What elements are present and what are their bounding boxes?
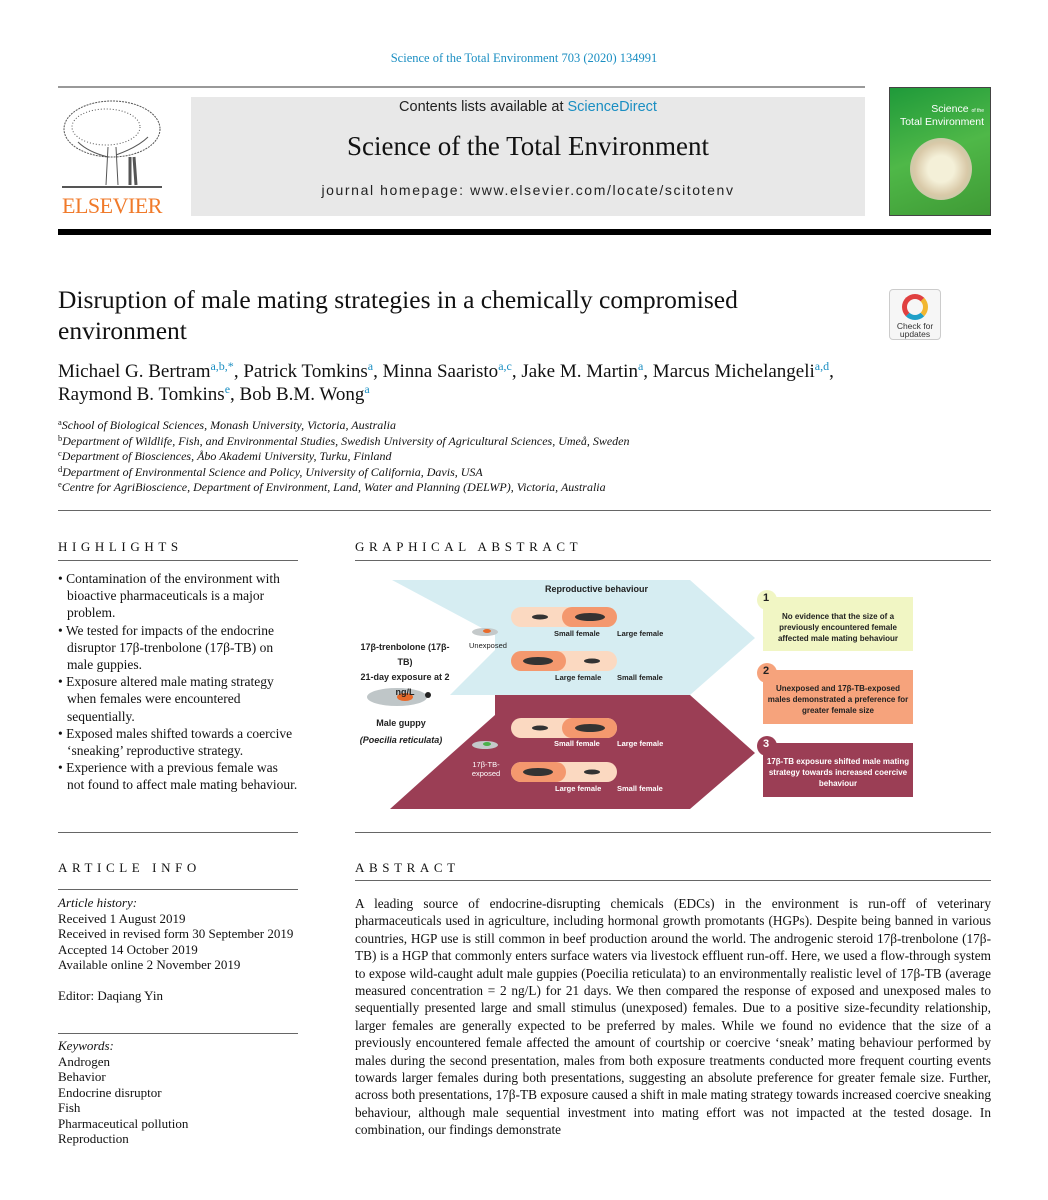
keywords-label: Keywords: [58, 1038, 114, 1053]
author-name[interactable]: Raymond B. Tomkins [58, 384, 225, 405]
article-history [58, 895, 298, 1003]
article-title: Disruption of male mating strategies in a chemically compromised environment [58, 285, 738, 345]
author[interactable] [243, 361, 373, 382]
finding-text: No evidence that the size of a previously encountered female affected male mating behaviour [777, 612, 899, 643]
keyword[interactable]: Pharmaceutical pollution [58, 1115, 189, 1131]
label-large-female: Large female [555, 673, 602, 682]
affiliation-text: Centre for AgriBioscience, Department of Environment, Land, Water and Planning (DELWP), Victoria, Australia [61, 480, 606, 494]
cover-title: Science [931, 103, 969, 115]
label-small-female: Small female [554, 629, 600, 638]
author-affiliation-marker[interactable]: a [637, 359, 644, 373]
keyword-list [58, 1054, 298, 1147]
label-large-female: Large female [617, 629, 664, 638]
author[interactable] [383, 361, 512, 382]
highlight-item: • We tested for impacts of the endocrine disruptor 17β-trenbolone (17β-TB) on male guppies. [58, 622, 298, 674]
header-bar [58, 229, 991, 235]
received-date: Received 1 August 2019 [58, 910, 186, 926]
author-name[interactable]: Bob B.M. Wong [239, 384, 365, 405]
affiliation-key: d [58, 463, 63, 474]
abstract-text: A leading source of endocrine-disrupting chemicals (EDCs) in the environment is run-off of veterinary pharmaceuticals used in agriculture, including hormonal growth promotants (HGPs). Despite being banned in various countries, HGP use is still common in beef production around the world. The androgenic steroid 17β-trenbolone (17β-TB) is a HGP that commonly enters surface waters via livestock effluent run-off. Here, we used a flow-through system to expose wild-caught adult male guppies (Poecilia reticulata) to an environmentally realistic level of 17β-TB (average measured concentration = 2 ng/L) for 21 days. We then compared the response of exposed and unexposed males to sequentially presented large and small stimulus (unexposed) females. Due to a positive size-fecundity relationship, larger females are generally expected to be preferred by males. While we found no evidence that the size of a previously encountered female affected the amount of courtship or coercive ‘sneak’ mating behaviour performed by males during the second presentation, males from both exposure treatments conducted more frequent courting events towards larger females during both presentations, suggesting an absolute preference for greater female size. Further, across both presentations, 17β-TB exposure caused a shift in male mating strategy towards increased coercive sneaking behaviour, although male sequential investment into mating effort was not impacted at the tested dosage. In combination, our findings demonstrate [355, 896, 991, 1138]
affiliation [58, 449, 988, 465]
graphical-abstract-heading: GRAPHICAL ABSTRACT [355, 539, 583, 554]
editor: Editor: Daqiang Yin [58, 987, 163, 1003]
keyword[interactable]: Reproduction [58, 1131, 129, 1146]
label-small-female: Small female [554, 739, 600, 748]
author-affiliation-marker[interactable]: a [367, 359, 374, 373]
history-label: Article history: [58, 895, 138, 910]
online-date: Available online 2 November 2019 [58, 957, 241, 972]
keyword[interactable]: Endocrine disruptor [58, 1084, 162, 1100]
author-affiliation-marker[interactable]: a [364, 382, 370, 396]
species-name: Poecilia reticulata [362, 735, 440, 745]
author[interactable] [653, 361, 829, 382]
journal-cover[interactable] [889, 87, 991, 216]
graphical-abstract-figure [355, 575, 995, 809]
divider [355, 832, 991, 833]
species-label: (Poecilia reticulata) [359, 735, 443, 745]
journal-homepage-link[interactable]: journal homepage: www.elsevier.com/locate/scitotenv [321, 182, 735, 198]
affiliation-list [58, 418, 988, 496]
author-name[interactable]: Minna Saaristo [382, 361, 499, 382]
group-exposed: 17β-TB-exposed [471, 760, 501, 778]
accepted-date: Accepted 14 October 2019 [58, 941, 198, 957]
author-affiliation-marker[interactable]: e [224, 382, 231, 396]
author[interactable] [521, 361, 643, 382]
divider [58, 1033, 298, 1034]
abstract-heading: ABSTRACT [355, 860, 460, 875]
author[interactable] [58, 361, 234, 382]
finding-text: Unexposed and 17β-TB-exposed males demonstrated a preference for greater female size [767, 684, 909, 715]
label-large-female: Large female [555, 784, 602, 793]
article-info-heading: ARTICLE INFO [58, 860, 201, 875]
highlight-item: • Exposed males shifted towards a coercive ‘sneaking’ reproductive strategy. [58, 725, 298, 759]
finding-number: 2 [763, 665, 770, 677]
tree-icon [58, 97, 166, 189]
cover-flower-graphic [910, 138, 972, 200]
keyword[interactable]: Androgen [58, 1053, 110, 1069]
update-icon [902, 294, 928, 320]
keyword[interactable]: Behavior [58, 1069, 106, 1084]
elsevier-logo [58, 97, 166, 219]
publisher-name: ELSEVIER [62, 193, 162, 218]
highlight-item: • Exposure altered male mating strategy when females were encountered sequentially. [58, 673, 298, 725]
highlight-item: • Experience with a previous female was not found to affect male mating behaviour. [58, 759, 298, 793]
affiliation [58, 480, 988, 496]
check-for-updates-button[interactable] [889, 289, 941, 340]
author-list: Michael G. Bertram$^{a,b,*}$, Patrick Tomkins$^a$, Minna Saaristo$^{a,c}$, Jake M. Martin$^a$, Marcus Michelangeli$^{a,d}$, Raymond B. Tomkins$^e$, Bob B.M. Wong$^a$ [58, 359, 834, 405]
affiliation-key: b [58, 432, 63, 443]
author-name[interactable]: Patrick Tomkins [243, 361, 368, 382]
author-affiliation-marker[interactable]: a,d [814, 359, 830, 373]
header-rule [58, 86, 865, 88]
affiliation-text: Department of Wildlife, Fish, and Environmental Studies, Swedish University of Agricultural Sciences, Umeå, Sweden [62, 433, 630, 448]
cover-title-2: Total Environment [899, 116, 984, 128]
affiliation-text: Department of Biosciences, Åbo Akademi University, Turku, Finland [61, 449, 392, 463]
affiliation-text: School of Biological Sciences, Monash University, Victoria, Australia [61, 418, 396, 432]
label-large-female: Large female [617, 739, 664, 748]
divider [355, 560, 991, 561]
finding-text: 17β-TB exposure shifted male mating strategy towards increased coercive behaviour [766, 757, 910, 788]
keywords [58, 1038, 298, 1147]
treatment-line1: 17β-trenbolone (17β-TB) [360, 642, 450, 667]
author[interactable] [240, 384, 370, 405]
highlights-list [58, 570, 298, 794]
divider [58, 560, 298, 561]
author-affiliation-marker[interactable]: a,b,* [210, 359, 234, 373]
journal-reference-link[interactable]: Science of the Total Environment 703 (2020) 134991 [390, 51, 658, 65]
affiliation-key: e [58, 479, 62, 489]
divider [58, 510, 991, 511]
author-name[interactable]: Marcus Michelangeli [652, 361, 815, 382]
guppy-label: Male guppy [376, 718, 426, 728]
affiliation-text: Department of Environmental Science and Policy, University of California, Davis, USA [62, 464, 483, 479]
badge-line2: updates [899, 329, 931, 339]
group-unexposed: Unexposed [469, 641, 507, 650]
affiliation [58, 465, 988, 481]
label-small-female: Small female [617, 784, 663, 793]
cover-title-small: of the [971, 108, 984, 114]
affiliation [58, 434, 988, 450]
sciencedirect-link[interactable]: ScienceDirect [567, 99, 657, 115]
author[interactable] [58, 384, 230, 405]
journal-masthead [191, 97, 865, 216]
divider [58, 889, 298, 890]
badge-line1: Check for [896, 321, 934, 331]
journal-title: Science of the Total Environment [346, 131, 709, 161]
affiliation-key: a [58, 417, 62, 427]
revised-date: Received in revised form 30 September 2019 [58, 926, 294, 941]
highlights-heading: HIGHLIGHTS [58, 539, 183, 554]
divider [58, 832, 298, 833]
author-name[interactable]: Jake M. Martin [521, 361, 638, 382]
affiliation-key: c [58, 448, 62, 458]
author-name[interactable]: Michael G. Bertram [58, 361, 211, 382]
treatment-label [355, 640, 455, 700]
highlight-item: • Contamination of the environment with bioactive pharmaceuticals is a major problem. [58, 570, 298, 622]
divider [355, 880, 991, 881]
panel-title: Reproductive behaviour [545, 584, 649, 594]
keyword[interactable]: Fish [58, 1100, 81, 1115]
finding-number: 3 [763, 738, 770, 750]
author-affiliation-marker[interactable]: a,c [498, 359, 512, 373]
affiliation [58, 418, 988, 434]
label-small-female: Small female [617, 673, 663, 682]
contents-text: Contents lists available at [399, 99, 568, 115]
finding-number: 1 [763, 592, 770, 604]
treatment-line2: 21-day exposure at 2 ng/L [360, 672, 450, 697]
